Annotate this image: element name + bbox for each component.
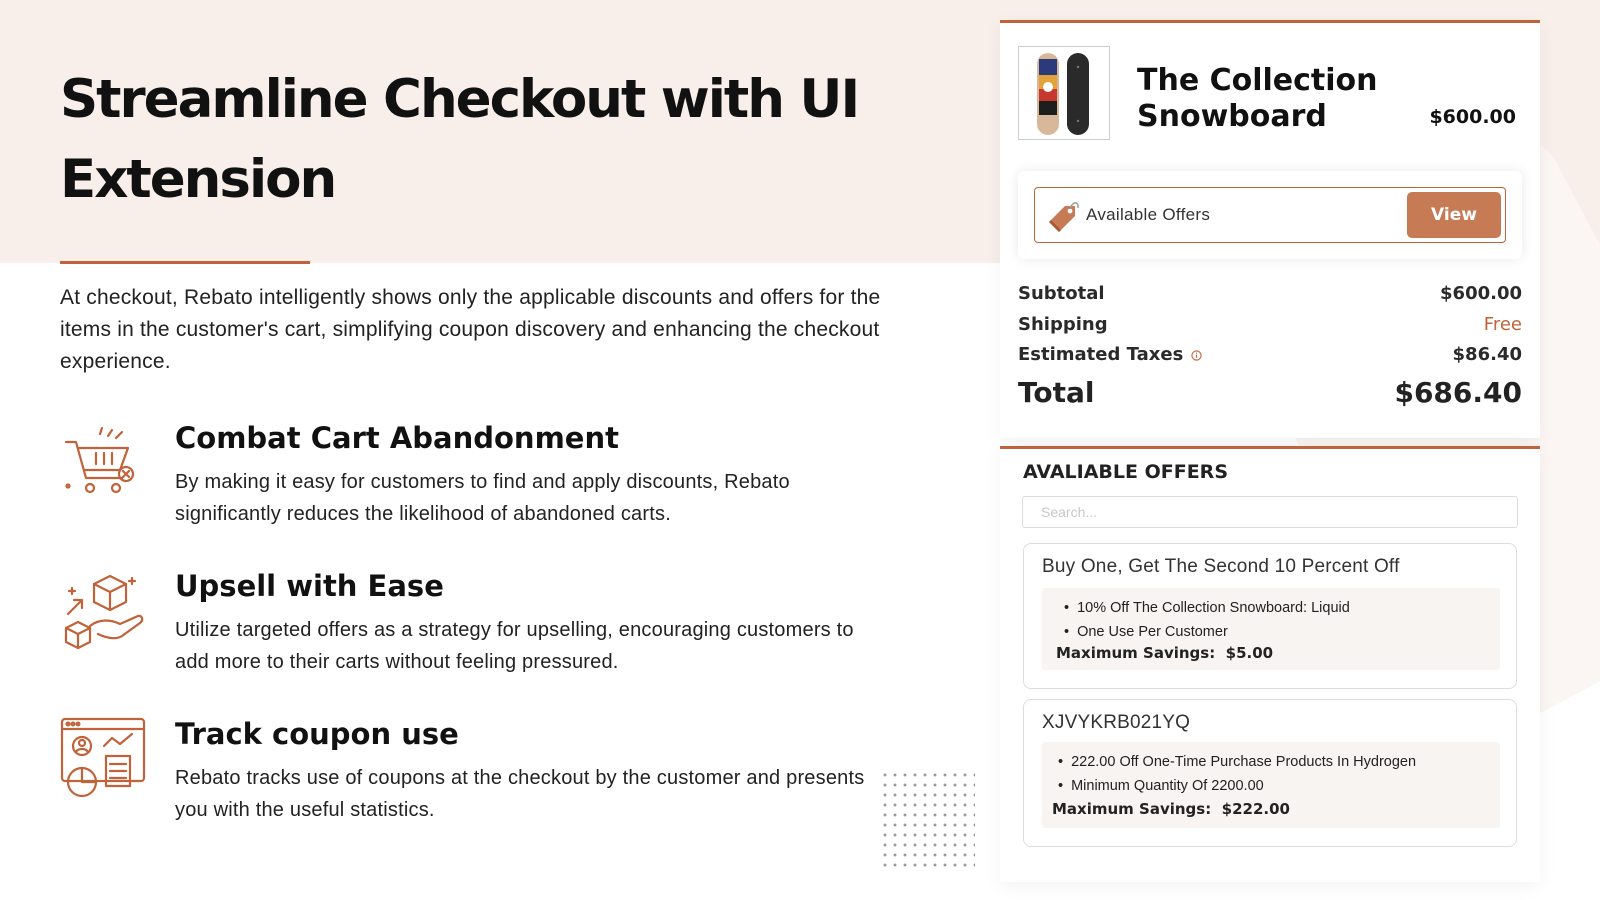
- info-icon[interactable]: [1191, 350, 1202, 361]
- total-value: $686.40: [1394, 376, 1522, 409]
- max-savings-value: $5.00: [1225, 644, 1274, 662]
- analytics-dashboard-icon: [60, 716, 146, 802]
- max-savings-label: Maximum Savings:: [1052, 800, 1212, 818]
- offers-search-input[interactable]: [1022, 496, 1518, 528]
- available-offers-label: Available Offers: [1086, 205, 1211, 224]
- product-price: $600.00: [1429, 106, 1516, 128]
- taxes-value: $86.40: [1452, 344, 1522, 365]
- offers-list-card: [1000, 446, 1540, 882]
- offer-bullet: • 222.00 Off One-Time Purchase Products In Hydrogen: [1058, 750, 1416, 774]
- offer-card[interactable]: [1023, 543, 1517, 689]
- offer-bullet: • One Use Per Customer: [1064, 620, 1350, 644]
- taxes-row: [1018, 344, 1522, 368]
- subtotal-row: [1018, 283, 1522, 307]
- product-thumbnail: [1018, 46, 1110, 140]
- offer-details: [1042, 742, 1500, 828]
- feature-description: Utilize targeted offers as a strategy for upselling, encouraging customers to add more to their carts without feeling pressured.: [175, 619, 854, 673]
- shipping-label: Shipping: [1018, 314, 1108, 335]
- upsell-boxes-icon: [60, 568, 146, 654]
- subtotal-label: Subtotal: [1018, 283, 1105, 304]
- cart-summary-card: [1000, 20, 1540, 438]
- feature-description: By making it easy for customers to find and apply discounts, Rebato significantly reduces the likelihood of abandoned carts.: [175, 471, 790, 525]
- feature-title: Upsell with Ease: [175, 569, 444, 603]
- available-offers-bar: [1034, 187, 1506, 243]
- offer-title: Buy One, Get The Second 10 Percent Off: [1042, 556, 1400, 577]
- offers-panel-title: AVALIABLE OFFERS: [1023, 461, 1229, 483]
- available-offers-panel: [1018, 171, 1522, 259]
- view-offers-button[interactable]: View: [1407, 192, 1501, 238]
- total-label: Total: [1018, 376, 1095, 409]
- page-headline: Streamline Checkout with UI Extension: [60, 69, 859, 210]
- offer-bullet-list: [1058, 750, 1416, 798]
- snowboard-image: [1019, 47, 1111, 141]
- max-savings: [1052, 800, 1290, 818]
- decorative-dot-grid: [880, 770, 975, 870]
- shipping-row: [1018, 314, 1522, 338]
- feature-title: Track coupon use: [175, 717, 459, 751]
- taxes-label: Estimated Taxes: [1018, 344, 1184, 365]
- headline-divider: [60, 261, 310, 264]
- feature-title: Combat Cart Abandonment: [175, 421, 619, 455]
- taxes-label-group: [1018, 344, 1202, 365]
- total-row: [1018, 376, 1522, 416]
- offer-bullet: • Minimum Quantity Of 2200.00: [1058, 774, 1416, 798]
- price-tag-icon: [1045, 198, 1081, 234]
- cart-abandon-icon: [60, 420, 146, 506]
- feature-track-coupon: [60, 716, 920, 836]
- shipping-value: Free: [1483, 314, 1522, 335]
- offer-card[interactable]: [1023, 699, 1517, 847]
- max-savings-value: $222.00: [1221, 800, 1290, 818]
- intro-paragraph: At checkout, Rebato intelligently shows only the applicable discounts and offers for the items in the customer's cart, simplifying coupon discovery and enhancing the checkout experience.: [60, 286, 881, 373]
- offer-code: XJVYKRB021YQ: [1042, 712, 1191, 733]
- max-savings: [1056, 644, 1273, 662]
- offer-bullet-list: [1064, 596, 1350, 644]
- offer-bullet: • 10% Off The Collection Snowboard: Liquid: [1064, 596, 1350, 620]
- offer-details: [1042, 588, 1500, 670]
- subtotal-value: $600.00: [1440, 283, 1522, 304]
- feature-description: Rebato tracks use of coupons at the checkout by the customer and presents you with the useful statistics.: [175, 767, 865, 821]
- feature-cart-abandonment: [60, 420, 920, 540]
- product-name: The Collection Snowboard: [1137, 63, 1378, 134]
- feature-upsell: [60, 568, 920, 688]
- max-savings-label: Maximum Savings:: [1056, 644, 1216, 662]
